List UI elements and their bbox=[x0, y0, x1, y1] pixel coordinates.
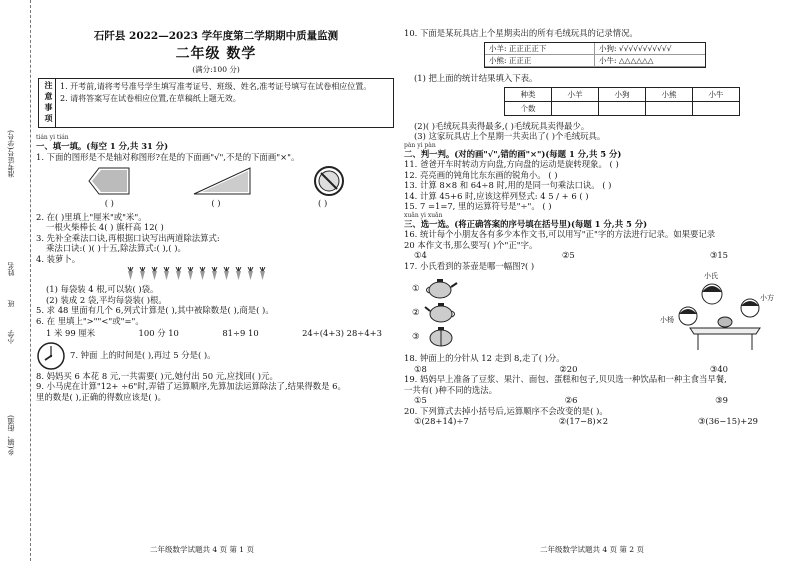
option[interactable]: ② bbox=[412, 307, 420, 317]
question-16b: 20 本作文书,那么要写( )个"正"字。 bbox=[404, 239, 538, 250]
q1-answer-3[interactable]: ( ) bbox=[318, 198, 328, 208]
kid-label: 小氏 bbox=[704, 272, 718, 281]
tally-item: 小牛: △△△△△△ bbox=[595, 55, 705, 67]
table-header: 小牛 bbox=[693, 87, 740, 101]
q1-shapes bbox=[56, 164, 376, 198]
q16-options bbox=[404, 250, 788, 261]
radish-icon bbox=[126, 267, 135, 280]
option[interactable]: ②20 bbox=[559, 363, 578, 374]
q6-item: 100 分 10 bbox=[138, 328, 179, 338]
tally-item: 小狗: √√√√√√√√√√√ bbox=[595, 43, 705, 55]
arrow-shape-icon bbox=[87, 166, 131, 196]
kids-at-table bbox=[660, 272, 780, 352]
page-footer-2: 二年级数学试题共 4 页 第 2 页 bbox=[540, 545, 644, 554]
no-entry-sign-icon bbox=[313, 165, 345, 197]
teapot-icon bbox=[424, 301, 458, 323]
q20-options bbox=[404, 416, 788, 427]
question-8: 8. 妈妈买 6 本花 8 元,一共需要( )元,她付出 50 元,应找回( )元。 bbox=[36, 370, 278, 381]
radish-icon bbox=[198, 267, 207, 280]
exam-score: (满分:100 分) bbox=[192, 64, 240, 74]
question-10b: (2)( )毛绒玩具卖得最多,( )毛绒玩具卖得最少。 bbox=[414, 120, 590, 131]
radish-icon bbox=[234, 267, 243, 280]
binding-label-town: 乡(镇、街道) bbox=[7, 415, 15, 456]
tally-item: 小羊: 正正正正下 bbox=[485, 43, 595, 55]
question-18: 18. 钟面上的分针从 12 走到 8,走了( )分。 bbox=[404, 353, 565, 364]
question-9b: 里的数是( ),正确的得数应该是( )。 bbox=[36, 391, 166, 402]
option[interactable]: ②6 bbox=[564, 395, 578, 406]
question-10a: (1) 把上面的统计结果填入下表。 bbox=[414, 73, 538, 84]
question-19b: 一共有( )种不同的选法。 bbox=[404, 384, 497, 395]
q1-answer-2[interactable]: ( ) bbox=[211, 198, 221, 208]
clock-icon bbox=[36, 341, 66, 371]
question-16: 16. 统计每个小朋友各有多少本作文书,可以用写"正"字的方法进行记录。如果要记录 bbox=[404, 229, 716, 240]
radish-icon bbox=[210, 267, 219, 280]
tally-item: 小熊: 正正正 bbox=[485, 55, 595, 67]
question-19: 19. 妈妈早上准备了豆浆、果汁、面包、蛋糕和包子,贝贝选一种饮品和一种主食当早餐, bbox=[404, 374, 727, 385]
section-pinyin: pàn yi pàn bbox=[404, 141, 436, 149]
option[interactable]: ③15 bbox=[709, 250, 728, 261]
table-cell[interactable] bbox=[599, 101, 646, 115]
radish-icon bbox=[222, 267, 231, 280]
table-header: 种类 bbox=[505, 87, 552, 101]
kids-illustration-icon bbox=[660, 272, 780, 352]
question-10: 10. 下面是某玩具店上个星期卖出的所有毛绒玩具的记录情况。 bbox=[404, 28, 638, 38]
binding-label-class: 班 bbox=[7, 300, 15, 307]
section-pinyin: xuǎn yi xuǎn bbox=[404, 211, 443, 219]
exam-subject: 二年级 数学 bbox=[175, 46, 257, 63]
question-12: 12. 亮亮画的钝角比东东画的锐角小。 ( ) bbox=[404, 169, 558, 180]
table-row-label: 个数 bbox=[505, 101, 552, 115]
question-10c: (3) 这家玩具店上个星期一共卖出了( )个毛绒玩具。 bbox=[414, 131, 606, 142]
option[interactable]: ①5 bbox=[414, 395, 427, 406]
question-13: 13. 计算 8×8 和 64÷8 时,用的是同一句乘法口诀。 ( ) bbox=[404, 180, 612, 191]
option[interactable]: ① bbox=[412, 283, 420, 293]
question-4a: (1) 每袋装 4 根,可以装( )袋。 bbox=[46, 284, 159, 294]
radish-icon bbox=[162, 267, 171, 280]
q6-item: 81÷9 10 bbox=[222, 328, 259, 338]
stat-table bbox=[504, 87, 740, 116]
question-9: 9. 小马虎在计算"12+ ÷6"时,弄错了运算顺序,先算加法运算除法了,结果得数是 6。 bbox=[36, 381, 346, 391]
question-3-items: 乘法口诀:( )( )十五,除法算式:( ),( )。 bbox=[46, 243, 186, 253]
q6-item: 24÷(4+3) 28÷4+3 bbox=[302, 328, 382, 338]
option[interactable]: ③ bbox=[412, 331, 420, 341]
tally-box bbox=[484, 42, 706, 69]
section-2-heading: 二、判一判。(对的画"√",错的画"×")(每题 1 分,共 5 分) bbox=[404, 148, 622, 159]
triangle-shape-icon bbox=[192, 166, 252, 196]
section-3-heading: 三、选一选。(将正确答案的序号填在括号里)(每题 1 分,共 5 分) bbox=[404, 218, 648, 229]
q6-items bbox=[36, 326, 396, 341]
notice-box bbox=[38, 78, 394, 128]
question-1: 1. 下面的图形是不是轴对称图形?在是的下面画"√",不是的下面画"×"。 bbox=[36, 151, 300, 162]
radish-row bbox=[126, 267, 396, 281]
q17-figure bbox=[404, 271, 788, 353]
notice-item: 2. 请将答案写在试卷相应位置,在草稿纸上题无效。 bbox=[60, 93, 241, 103]
table-header: 小熊 bbox=[646, 87, 693, 101]
kid-label: 小方 bbox=[760, 294, 774, 303]
radish-icon bbox=[186, 267, 195, 280]
q6-item: 1 米 99 厘米 bbox=[46, 328, 96, 338]
right-column bbox=[404, 28, 788, 427]
question-2-items: 一根火柴棒长 4( ) 旗杆高 12( ) bbox=[46, 222, 164, 232]
exam-title: 石阡县 2022—2023 学年度第二学期期中质量监测 bbox=[93, 30, 339, 42]
question-20: 20. 下列算式去掉小括号后,运算顺序不会改变的是( )。 bbox=[404, 405, 608, 416]
option[interactable]: ③40 bbox=[709, 363, 728, 374]
teapot-icon bbox=[424, 277, 458, 299]
section-1-heading: 一、填一填。(每空 1 分,共 31 分) bbox=[36, 141, 169, 151]
option[interactable]: ③9 bbox=[715, 395, 728, 406]
binding-margin bbox=[0, 0, 31, 561]
question-4: 4. 装萝卜。 bbox=[36, 253, 81, 264]
q19-options bbox=[404, 395, 788, 406]
table-header: 小狗 bbox=[599, 87, 646, 101]
section-pinyin: tián yi tián bbox=[36, 134, 69, 141]
table-header: 小羊 bbox=[552, 87, 599, 101]
question-3: 3. 先补全乘法口诀,再根据口诀写出两道除法算式: bbox=[36, 232, 220, 243]
table-cell[interactable] bbox=[552, 101, 599, 115]
table-cell[interactable] bbox=[693, 101, 740, 115]
radish-icon bbox=[174, 267, 183, 280]
page-footer-1: 二年级数学试题共 4 页 第 1 页 bbox=[150, 545, 254, 554]
option[interactable]: ①(28+14)÷7 bbox=[414, 416, 469, 427]
option[interactable]: ③(36−15)+29 bbox=[697, 416, 758, 427]
option[interactable]: ②(17−8)×2 bbox=[558, 416, 609, 427]
radish-icon bbox=[246, 267, 255, 280]
table-cell[interactable] bbox=[646, 101, 693, 115]
question-17: 17. 小氏看到的茶壶是哪一幅图?( ) bbox=[404, 260, 535, 271]
binding-label-id: 准考证号(学号) bbox=[7, 130, 15, 178]
notice-label: 注意事项 bbox=[39, 79, 56, 127]
question-11: 11. 爸爸开车时转动方向盘,方向盘的运动是旋转现象。 ( ) bbox=[404, 159, 619, 170]
radish-icon bbox=[138, 267, 147, 280]
question-15: 15. 7 =1=7, 里的运算符号是"÷"。 ( ) bbox=[404, 201, 552, 212]
option[interactable]: ①8 bbox=[414, 363, 427, 374]
question-14: 14. 计算 45+6 时,应该这样列竖式: 4 5 / + 6 ( ) bbox=[404, 190, 589, 201]
q18-options bbox=[404, 364, 788, 375]
option[interactable]: ①4 bbox=[414, 250, 427, 261]
question-7: 7. 钟面 上的时间是( ),再过 5 分是( )。 bbox=[70, 350, 216, 361]
radish-icon bbox=[150, 267, 159, 280]
notice-item: 1. 开考前,请将考号准号学生填写准考证号、班级、姓名,准考证号填写在试卷相应位置。 bbox=[60, 82, 372, 91]
question-6: 6. 在 里填上">""<"或"="。 bbox=[36, 315, 144, 326]
question-2: 2. 在( )里填上"厘米"或"米"。 bbox=[36, 211, 147, 222]
kid-label: 小杨 bbox=[660, 316, 674, 325]
option[interactable]: ②5 bbox=[561, 250, 575, 261]
question-5: 5. 求 48 里面有几个 6,列式计算是( ),其中被除数是( ),商是( )。 bbox=[36, 305, 274, 315]
question-7-row bbox=[36, 341, 396, 371]
left-column bbox=[36, 30, 396, 402]
teapot-icon bbox=[424, 325, 458, 347]
q1-answer-1[interactable]: ( ) bbox=[104, 198, 114, 208]
binding-label-school: 小学 bbox=[7, 330, 15, 344]
question-4b: (2) 装成 2 袋,平均每袋装( )根。 bbox=[46, 294, 167, 305]
binding-label-name: 姓名 bbox=[7, 262, 15, 276]
radish-icon bbox=[258, 267, 267, 280]
